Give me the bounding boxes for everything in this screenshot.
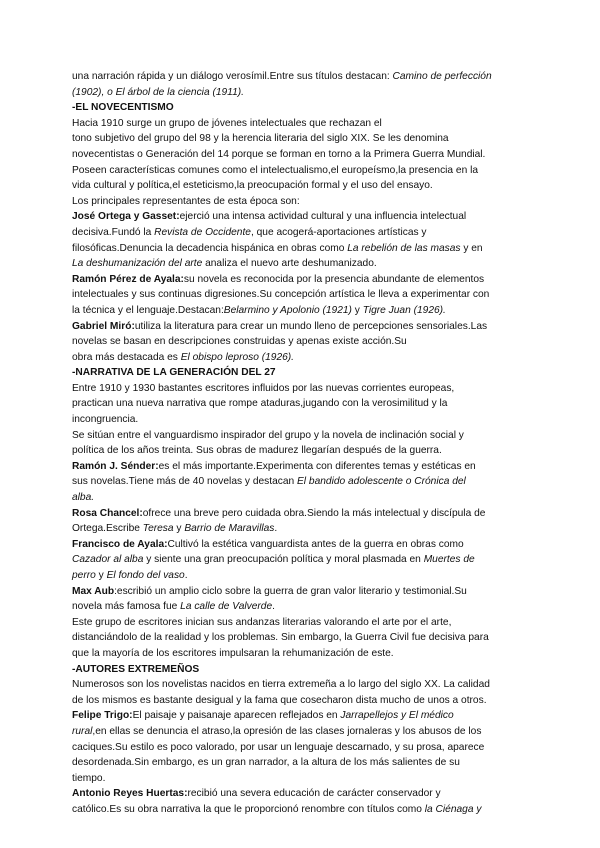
body-text: y siente una gran preocupación política y moral plasmada en	[143, 554, 424, 566]
bold-text: Rosa Chancel:	[72, 507, 143, 519]
text-line	[72, 724, 534, 740]
text-line	[72, 69, 534, 85]
body-text: obra más destacada es	[72, 351, 181, 363]
italic-text: El obispo leproso (1926).	[180, 351, 294, 363]
body-text: decisiva.Fundó la	[72, 226, 155, 238]
body-text: y	[173, 523, 185, 535]
bold-text: Felipe Trigo:	[72, 710, 133, 722]
body-text: .	[272, 601, 275, 613]
text-line	[72, 630, 534, 646]
body-text: Ortega.Escribe	[72, 523, 143, 535]
text-line	[72, 396, 534, 412]
italic-text: Tigre Juan (1926).	[362, 304, 446, 316]
body-text: .	[184, 570, 188, 581]
body-text: filosóficas.Denunciа la decadencia hispánica en obras como	[72, 242, 348, 254]
body-text: de los mismos es bastante desigual y la fama que cosecharon dista mucho de unos a otros.	[72, 694, 487, 706]
text-line	[72, 256, 534, 272]
body-text: intelectuales y sus continuas digresiones.Su concepción artística le lleva a experimentar con	[72, 289, 490, 301]
text-line	[72, 584, 534, 600]
bold-text: José Ortega y Gasset:	[72, 211, 180, 223]
body-text: incongruencia.	[72, 414, 139, 426]
bold-text: -AUTORES EXTREMEÑOS	[72, 663, 200, 675]
body-text: Numerosos son los novelistas nacidos en tierra extremeña a lo largo del siglo XX. La calidad	[72, 679, 490, 691]
italic-text: El bandido adolescente o Crónica del	[297, 476, 466, 488]
text-line	[72, 662, 534, 678]
text-line	[72, 272, 534, 288]
text-line	[72, 755, 534, 771]
body-text: .	[274, 523, 278, 535]
text-line	[72, 428, 534, 444]
text-line	[72, 241, 534, 257]
text-line	[72, 708, 534, 724]
text-line	[72, 365, 534, 381]
body-text: tiempo.	[72, 772, 106, 784]
italic-text: alba.	[72, 492, 95, 504]
text-line	[72, 85, 534, 101]
text-line	[72, 599, 534, 615]
italic-text: perro	[72, 570, 96, 581]
bold-text: Max Aub	[72, 585, 115, 597]
text-line	[72, 178, 534, 194]
body-text: :escribió un amplio ciclo sobre la guerra de gran valor literario y testimonial.Su	[114, 585, 467, 597]
text-line	[72, 412, 534, 428]
body-text: y	[351, 304, 363, 316]
body-text: y	[95, 570, 107, 581]
body-text: Se sitúan entre el vanguardismo inspirador del grupo y la novela de inclinación social y	[72, 429, 464, 441]
body-text: utiliza la literatura para crear un mundo lleno de percepciones sensoriales.Las	[134, 320, 488, 332]
text-line	[72, 552, 534, 568]
body-text: tono subjetivo del grupo del 98 y la herencia literaria del siglo XIX. Se les denomina	[72, 133, 449, 145]
text-line	[72, 225, 534, 241]
italic-text: Belarmino y Apolonio (1921)	[223, 304, 352, 316]
text-line	[72, 474, 534, 490]
text-line	[72, 740, 534, 756]
italic-text: El fondo del vaso	[106, 570, 185, 581]
italic-text: Muertes de	[423, 554, 475, 566]
italic-text: la Ciénaga y	[424, 803, 482, 815]
body-text: ,en ellas se denuncia el atraso,la opresión de las clases jornaleras y los abusos de los	[92, 725, 482, 737]
body-text: política de los años treinta. Sus obras de madurez llegarían después de la guerra.	[72, 445, 442, 457]
text-line	[72, 350, 534, 366]
body-text: practican una nueva narrativa que rompe ataduras,jugando con la verosimilitud y la	[72, 398, 448, 410]
body-text: novecentistas o Generación del 14 porque se forman en torno a la Primera Guerra Mundial.	[72, 148, 486, 160]
text-line	[72, 443, 534, 459]
body-text: Los principales representantes de esta época son:	[72, 195, 300, 207]
italic-text: La rebelión de las masas	[347, 242, 461, 254]
text-line	[72, 802, 534, 818]
italic-text: Cazador al alba	[72, 554, 144, 566]
bold-text: -NARRATIVA DE LA GENERACIÓN DEL 27	[72, 367, 276, 379]
italic-text: Barrio de Maravillas	[184, 523, 275, 535]
text-line	[72, 537, 534, 553]
bold-text: Antonio Reyes Huertas:	[72, 788, 188, 800]
body-text: caciques.Su estilo es poco valorado, por usar un lenguaje descarnado, y su prosa, aparece	[72, 741, 485, 753]
body-text: novelas se basan en descripciones construidas y apenas existe acción.Su	[72, 336, 407, 348]
text-line	[72, 334, 534, 350]
bold-text: Gabriel Miró:	[72, 320, 135, 332]
text-line	[72, 381, 534, 397]
body-text: es el más importante.Experimenta con diferentes temas y estéticas en	[158, 460, 476, 472]
text-line	[72, 147, 534, 163]
text-line	[72, 287, 534, 303]
body-text: vida cultural y política,el esteticismo,la preocupación formal y el uso del ensayo.	[72, 180, 433, 192]
body-text: analiza el nuevo arte deshumanizado.	[202, 258, 377, 270]
body-text: su novela es reconocida por la presencia abundante de elementos	[183, 273, 485, 285]
text-line	[72, 615, 534, 631]
text-line	[72, 116, 534, 132]
text-line	[72, 521, 534, 537]
text-line	[72, 319, 534, 335]
body-text: la técnica y el lenguaje.Destacan:	[72, 304, 224, 316]
body-text: Este grupo de escritores inician sus andanzas literarias valorando el arte por el arte,	[72, 616, 452, 628]
italic-text: La calle de Valverde	[180, 601, 273, 613]
body-text: recibió una severa educación de carácter conservador y	[187, 788, 441, 800]
body-text: Hacia 1910 surge un grupo de jóvenes intelectuales que rechazan el	[72, 117, 382, 129]
text-line	[72, 771, 534, 787]
italic-text: Revista de Occidente	[154, 226, 251, 238]
text-line	[72, 786, 534, 802]
italic-text: La deshumanización del arte	[72, 258, 203, 270]
text-line	[72, 506, 534, 522]
text-line	[72, 490, 534, 506]
text-line	[72, 303, 534, 319]
bold-text: -EL NOVECENTISMO	[72, 102, 174, 114]
text-line	[72, 100, 534, 116]
text-line	[72, 646, 534, 662]
body-text: una narración rápida y un diálogo verosímil.Entre sus títulos destacan:	[72, 71, 393, 82]
italic-text: (1902), o El árbol de la ciencia (1911).	[72, 86, 244, 98]
bold-text: Ramón J. Sénder:	[72, 460, 159, 472]
bold-text: Francisco de Ayala:	[72, 538, 168, 550]
body-text: El paisaje y paisanaje aparecen reflejados en	[132, 710, 341, 722]
italic-text: Teresa	[142, 523, 174, 535]
text-line	[72, 693, 534, 709]
text-line	[72, 677, 534, 693]
text-line	[72, 459, 534, 475]
bold-text: Ramón Pérez de Ayala:	[72, 273, 184, 285]
body-text: católico.Es su obra narrativa la que le proporcionó renombre con títulos como	[72, 803, 425, 815]
body-text: novela más famosa fue	[72, 601, 181, 613]
text-line	[72, 209, 534, 225]
body-text: Poseen características comunes como el intelectualismo,el europeísmo,la presencia en la	[72, 164, 479, 176]
document-page	[72, 69, 534, 818]
body-text: ejerció una intensa actividad cultural y una influencia intelectual	[179, 211, 467, 223]
body-text: que la mayoría de los escritores impulsaran la rehumanización de este.	[72, 647, 394, 659]
body-text: distanciándolo de la realidad y los problemas. Sin embargo, la Guerra Civil fue decisiva para	[72, 632, 489, 644]
body-text: desordenada.Sin embargo, es un gran narrador, a la altura de los más salientes de su	[72, 757, 460, 769]
body-text: y en	[460, 242, 483, 254]
italic-text: rural	[72, 725, 93, 737]
body-text: Cultivó la estética vanguardista antes de la guerra en obras como	[167, 538, 464, 550]
body-text: Entre 1910 y 1930 bastantes escritores influidos por las nuevas corrientes europeas,	[72, 382, 455, 394]
body-text: , que acogerá-aportaciones artísticas y	[250, 226, 427, 238]
text-line	[72, 131, 534, 147]
italic-text: Camino de perfección	[392, 71, 492, 82]
body-text: sus novelas.Tiene más de 40 novelas y destacan	[72, 476, 298, 488]
body-text: ofrece una breve pero cuidada obra.Siendo la más intelectual y discípula de	[142, 507, 486, 519]
text-line	[72, 568, 534, 584]
text-line	[72, 194, 534, 210]
text-line	[72, 163, 534, 179]
italic-text: Jarrapellejos y El médico	[340, 710, 454, 722]
